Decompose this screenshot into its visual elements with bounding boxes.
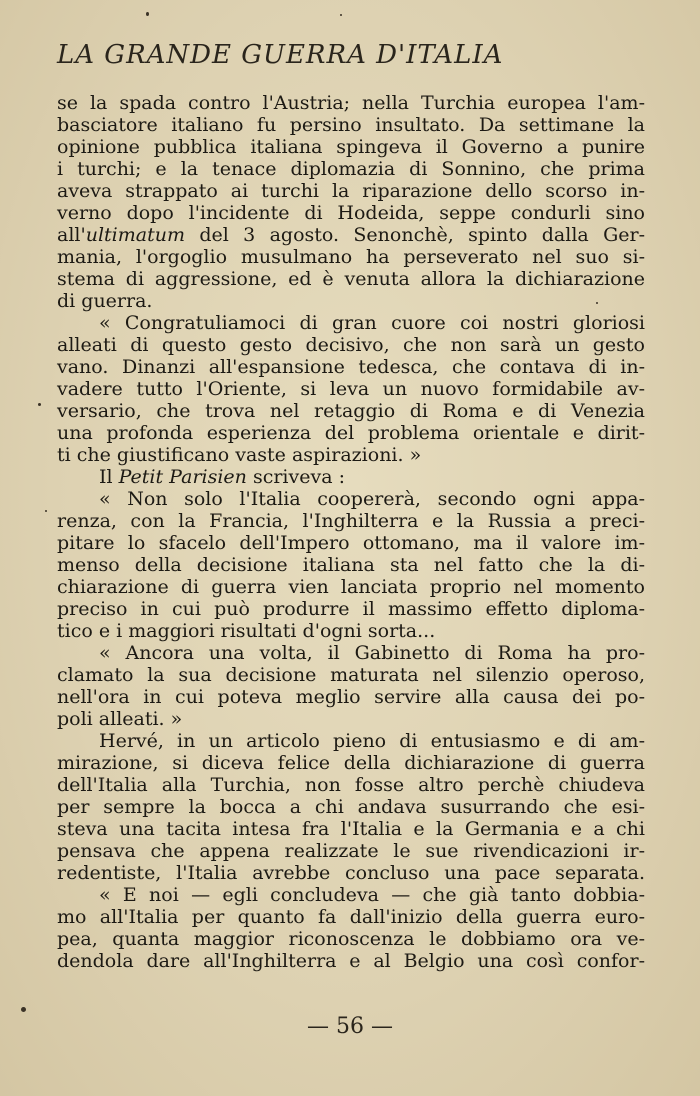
text-line: vano. Dinanzi all'espansione tedesca, che contava di in- [57, 356, 645, 378]
text-line: mania, l'orgoglio musulmano ha perseverato nel suo si- [57, 246, 645, 268]
text-line: « E noi — egli concludeva — che già tanto dobbia- [99, 884, 645, 906]
text-line: se la spada contro l'Austria; nella Turchia europea l'am- [57, 92, 645, 114]
page-number: — 56 — [307, 1014, 393, 1039]
text-run: scriveva : [246, 466, 345, 488]
text-line: di guerra. [57, 290, 153, 312]
text-line: mirazione, si diceva felice della dichiarazione di guerra [57, 752, 645, 774]
text-line: clamato la sua decisione maturata nel silenzio operoso, [57, 664, 645, 686]
text-line: alleati di questo gesto decisivo, che non sarà un gesto [57, 334, 645, 356]
text-line: ti che giustificano vaste aspirazioni. » [57, 444, 422, 466]
italic-run: ultimatum [85, 224, 185, 246]
text-line: nell'ora in cui poteva meglio servire alla causa dei po- [57, 686, 645, 708]
text-line: Hervé, in un articolo pieno di entusiasmo e di am- [99, 730, 645, 752]
text-line: « Ancora una volta, il Gabinetto di Roma ha pro- [99, 642, 645, 664]
text-line: menso della decisione italiana sta nel fatto che la di- [57, 554, 645, 576]
text-line: preciso in cui può produrre il massimo effetto diploma- [57, 598, 645, 620]
print-speck [21, 1007, 26, 1012]
text-line: pea, quanta maggior riconoscenza le dobbiamo ora ve- [57, 928, 645, 950]
text-line: pensava che appena realizzate le sue rivendicazioni ir- [57, 840, 645, 862]
body-text [57, 92, 645, 972]
text-line: dell'Italia alla Turchia, non fosse altro perchè chiudeva [57, 774, 645, 796]
text-line: redentiste, l'Italia avrebbe concluso una pace separata. [57, 862, 645, 884]
print-speck [596, 302, 598, 304]
text-line: pitare lo sfacelo dell'Impero ottomano, ma il valore im- [57, 532, 645, 554]
text-line: i turchi; e la tenace diplomazia di Sonnino, che prima [57, 158, 645, 180]
text-line: steva una tacita intesa fra l'Italia e la Germania e a chi [57, 818, 645, 840]
text-run: all' [57, 224, 86, 246]
text-line: poli alleati. » [57, 708, 183, 730]
text-line: versario, che trova nel retaggio di Roma e di Venezia [57, 400, 645, 422]
italic-run: Petit Parisien [118, 466, 247, 488]
text-line: stema di aggressione, ed è venuta allora la dichiarazione [57, 268, 645, 290]
text-line: tico e i maggiori risultati d'ogni sorta... [57, 620, 436, 642]
text-line: opinione pubblica italiana spingeva il Governo a punire [57, 136, 645, 158]
text-run: Il [99, 466, 119, 488]
text-line [57, 466, 645, 488]
text-line: mo all'Italia per quanto fa dall'inizio della guerra euro- [57, 906, 645, 928]
print-speck [45, 510, 47, 512]
text-line: renza, con la Francia, l'Inghilterra e la Russia a preci- [57, 510, 645, 532]
text-line [57, 224, 645, 246]
text-line: aveva strappato ai turchi la riparazione dello scorso in- [57, 180, 645, 202]
text-line: verno dopo l'incidente di Hodeida, seppe condurli sino [57, 202, 645, 224]
print-speck [340, 14, 342, 16]
text-line: per sempre la bocca a chi andava susurrando che esi- [57, 796, 645, 818]
text-line: una profonda esperienza del problema orientale e dirit- [57, 422, 645, 444]
text-line: « Non solo l'Italia coopererà, secondo ogni appa- [99, 488, 645, 510]
text-line: vadere tutto l'Oriente, si leva un nuovo formidabile av- [57, 378, 645, 400]
text-line: dendola dare all'Inghilterra e al Belgio una così confor- [57, 950, 645, 972]
text-run: del 3 agosto. Senonchè, spinto dalla Ger- [184, 224, 645, 246]
print-speck [146, 12, 149, 16]
text-line: « Congratuliamoci di gran cuore coi nostri gloriosi [99, 312, 645, 334]
running-head: LA GRANDE GUERRA D'ITALIA [57, 40, 504, 70]
text-line: basciatore italiano fu persino insultato. Da settimane la [57, 114, 645, 136]
print-speck [38, 403, 41, 406]
text-line: chiarazione di guerra vien lanciata proprio nel momento [57, 576, 645, 598]
